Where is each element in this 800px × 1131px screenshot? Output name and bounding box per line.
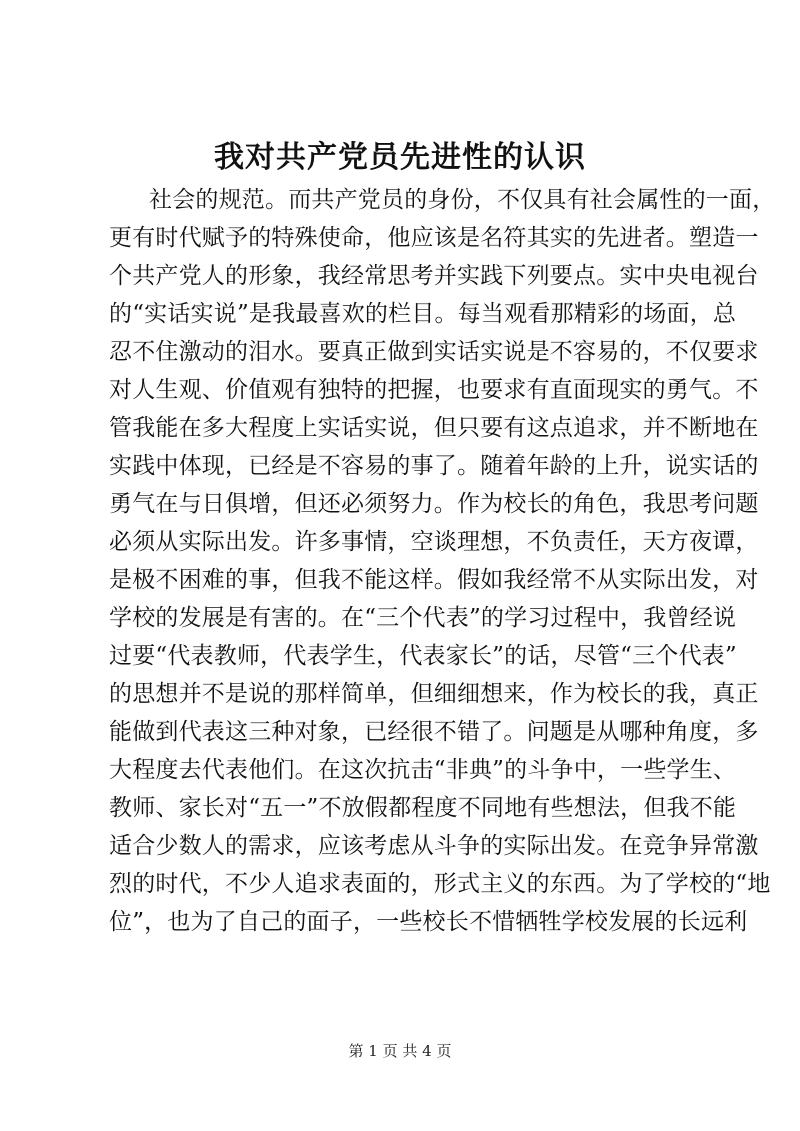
text-line: 适合少数人的需求，应该考虑从斗争的实际出发。在竞争异常激 (109, 833, 759, 859)
text-line: 烈的时代，不少人追求表面的，形式主义的东西。为了学校的“地 (109, 871, 771, 897)
text-line: 能做到代表这三种对象，已经很不错了。问题是从哪种角度，多 (109, 719, 759, 745)
text-line: 大程度去代表他们。在这次抗击“非典”的斗争中，一些学生、 (109, 757, 737, 783)
text-line: 勇气在与日俱增，但还必须努力。作为校长的角色，我思考问题 (109, 491, 759, 517)
text-line: 教师、家长对“五一”不放假都程度不同地有些想法，但我不能 (109, 795, 737, 821)
text-line: 的思想并不是说的那样简单，但细细想来，作为校长的我，真正 (109, 681, 759, 707)
document-title: 我对共产党员先进性的认识 (214, 140, 586, 175)
text-line: 管我能在多大程度上实话实说，但只要有这点追求，并不断地在 (109, 415, 759, 441)
text-line: 位”，也为了自己的面子，一些校长不惜牺牲学校发展的长远利 (109, 909, 748, 935)
text-line: 忍不住激动的泪水。要真正做到实话实说是不容易的，不仅要求 (109, 339, 759, 365)
text-line: 个共产党人的形象，我经常思考并实践下列要点。实中央电视台 (109, 263, 759, 289)
text-line: 是极不困难的事，但我不能这样。假如我经常不从实际出发，对 (109, 567, 759, 593)
text-line: 实践中体现，已经是不容易的事了。随着年龄的上升，说实话的 (109, 453, 759, 479)
text-line: 过要“代表教师，代表学生，代表家长”的话，尽管“三个代表” (109, 643, 737, 669)
text-line: 学校的发展是有害的。在“三个代表”的学习过程中，我曾经说 (109, 605, 737, 631)
text-line: 社会的规范。而共产党员的身份，不仅具有社会属性的一面， (149, 187, 776, 213)
text-line: 的“实话实说”是我最喜欢的栏目。每当观看那精彩的场面，总 (109, 301, 737, 327)
page-footer: 第 1 页 共 4 页 (348, 1042, 452, 1060)
body-text (109, 181, 776, 941)
text-line: 必须从实际出发。许多事情，空谈理想，不负责任，天方夜谭， (109, 529, 759, 555)
text-line: 更有时代赋予的特殊使命，他应该是名符其实的先进者。塑造一 (109, 225, 759, 251)
text-line: 对人生观、价值观有独特的把握，也要求有直面现实的勇气。不 (109, 377, 759, 403)
